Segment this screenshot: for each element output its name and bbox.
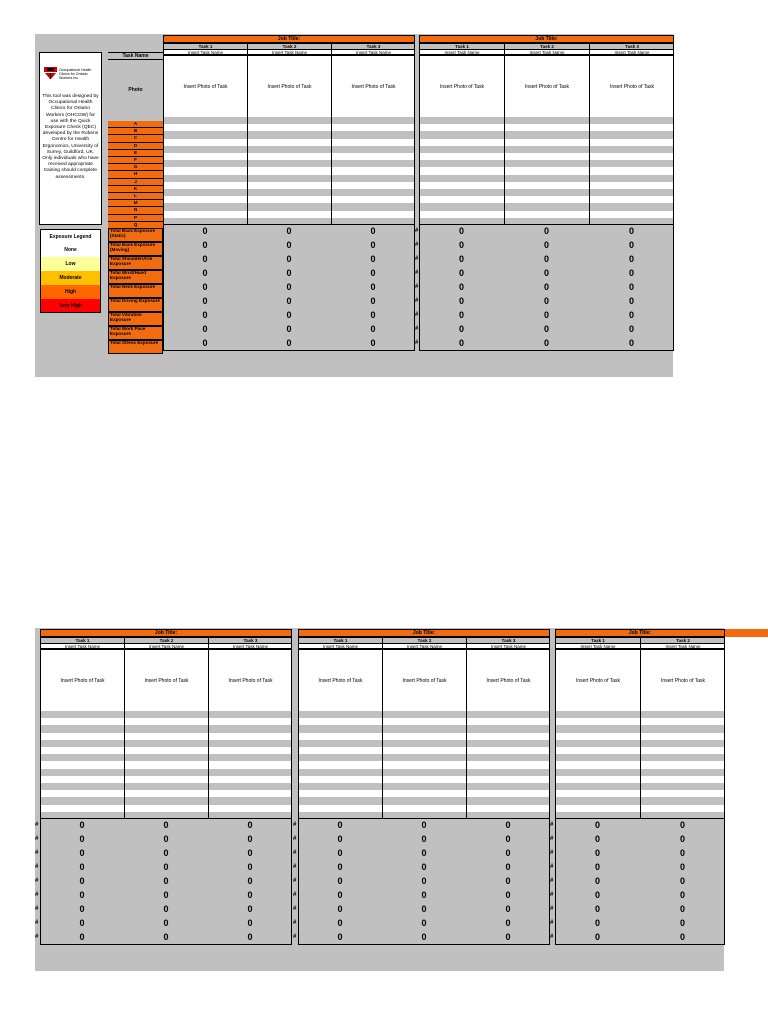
p2-block1-total-value: 0 bbox=[163, 904, 169, 914]
exposure-label: Total Work Pace Exposure bbox=[108, 326, 163, 340]
p1-block1-task-label: Task 3 bbox=[331, 43, 415, 49]
p2-block1-total-value: 0 bbox=[79, 876, 85, 886]
question-letter-f: F bbox=[108, 157, 163, 164]
p1-block1-total-value: 0 bbox=[202, 282, 208, 292]
p1-block1-task-name-field[interactable]: Insert Task Name bbox=[163, 49, 247, 55]
p1-block2-overflow-marker: # bbox=[415, 242, 419, 248]
exposure-label: Total Neck Exposure bbox=[108, 284, 163, 298]
p2-block3-task-name-field[interactable]: Insert Task Name bbox=[640, 643, 725, 649]
p2-block3-overflow-marker: # bbox=[550, 920, 554, 926]
p1-block1-photo-placeholder[interactable]: Insert Photo of Task bbox=[331, 55, 415, 117]
exposure-label: Total Back Exposure (Static) bbox=[108, 228, 163, 242]
question-letter-k: K bbox=[108, 186, 163, 193]
p2-block2-task-label: Task 1 bbox=[298, 637, 382, 643]
exposure-label: Total Back Exposure (Moving) bbox=[108, 242, 163, 256]
p2-block2-total-value: 0 bbox=[421, 820, 427, 830]
p2-block2-total-value: 0 bbox=[505, 848, 511, 858]
question-letter-c: C bbox=[108, 135, 163, 142]
p2-block2-overflow-marker: # bbox=[293, 906, 297, 912]
p2-block2-total-value: 0 bbox=[505, 862, 511, 872]
p2-block2-overflow-marker: # bbox=[293, 864, 297, 870]
p2-block1-total-value: 0 bbox=[163, 932, 169, 942]
p2-block1-total-value: 0 bbox=[163, 918, 169, 928]
p2-block2-total-value: 0 bbox=[337, 820, 343, 830]
p1-block2-photo-placeholder[interactable]: Insert Photo of Task bbox=[504, 55, 589, 117]
question-letter-p: P bbox=[108, 215, 163, 222]
p1-block2-overflow-marker: # bbox=[415, 270, 419, 276]
p2-block2-overflow-marker: # bbox=[293, 878, 297, 884]
p2-block1-total-value: 0 bbox=[247, 834, 253, 844]
p1-block2-total-value: 0 bbox=[628, 226, 634, 236]
p1-block2-total-value: 0 bbox=[458, 324, 464, 334]
p1-block2-overflow-marker: # bbox=[415, 256, 419, 262]
p1-block2-total-value: 0 bbox=[543, 254, 549, 264]
p1-block1-photo-placeholder[interactable]: Insert Photo of Task bbox=[247, 55, 331, 117]
p2-block1-total-value: 0 bbox=[247, 848, 253, 858]
p1-block1-total-value: 0 bbox=[202, 310, 208, 320]
p1-block1-total-value: 0 bbox=[370, 240, 376, 250]
p2-block1-totals-frame bbox=[40, 818, 292, 945]
p1-block2-total-value: 0 bbox=[543, 240, 549, 250]
p2-block1-task-name-field[interactable]: Insert Task Name bbox=[40, 643, 124, 649]
p2-block2-total-value: 0 bbox=[505, 932, 511, 942]
p1-block1-total-value: 0 bbox=[370, 338, 376, 348]
p1-block2-task-label: Task 3 bbox=[589, 43, 674, 49]
question-letter-h: H bbox=[108, 171, 163, 178]
p1-block1-task-label: Task 1 bbox=[163, 43, 247, 49]
p2-block2-question-frame bbox=[298, 637, 550, 819]
p2-block2-task-name-field[interactable]: Insert Task Name bbox=[382, 643, 466, 649]
info-text: This tool was designed by Occupational Health Clinics for Ontario Workers (OHCOW) for use with the Quick Exposure Check (QEC) developed by the Robens Centre for Health Ergonomics, University of Surrey, Guildford, UK. Only individuals who have received appropriate training should complete assessments. bbox=[42, 94, 99, 180]
p2-block1-total-value: 0 bbox=[163, 876, 169, 886]
question-letter-j: J bbox=[108, 179, 163, 186]
exposure-label: Total Vibration Exposure bbox=[108, 312, 163, 326]
p2-block1-total-value: 0 bbox=[163, 834, 169, 844]
p2-block1-total-value: 0 bbox=[163, 890, 169, 900]
p1-block2-overflow-marker: # bbox=[415, 228, 419, 234]
p2-block3-overflow-marker: # bbox=[550, 878, 554, 884]
legend-very-high: Very High bbox=[40, 299, 101, 313]
p2-block1-photo-placeholder[interactable]: Insert Photo of Task bbox=[40, 649, 124, 711]
p2-block3-total-value: 0 bbox=[679, 918, 685, 928]
info-panel bbox=[39, 52, 102, 225]
p1-block2-overflow-marker: # bbox=[415, 312, 419, 318]
p1-block1-total-value: 0 bbox=[202, 324, 208, 334]
exposure-label: Total Shoulder/Arm Exposure bbox=[108, 256, 163, 270]
p2-block3-overflow-marker: # bbox=[550, 934, 554, 940]
p2-block3-total-value: 0 bbox=[594, 904, 600, 914]
p1-block2-total-value: 0 bbox=[543, 324, 549, 334]
p2-block3-total-value: 0 bbox=[594, 890, 600, 900]
p2-block2-task-label: Task 3 bbox=[466, 637, 550, 643]
p2-block1-task-label: Task 1 bbox=[40, 637, 124, 643]
p2-block1-total-value: 0 bbox=[79, 918, 85, 928]
p1-block1-job-title: Job Title: bbox=[163, 35, 415, 43]
p2-block2-total-value: 0 bbox=[421, 932, 427, 942]
p1-block1-totals-frame bbox=[163, 224, 415, 351]
p1-block2-question-frame bbox=[419, 43, 674, 225]
p2-block3-total-value: 0 bbox=[594, 834, 600, 844]
p1-block2-total-value: 0 bbox=[543, 338, 549, 348]
p2-block3-overflow-marker: # bbox=[550, 906, 554, 912]
p2-block2-photo-placeholder[interactable]: Insert Photo of Task bbox=[466, 649, 550, 711]
p2-block2-totals-frame bbox=[298, 818, 550, 945]
p1-block2-total-value: 0 bbox=[543, 268, 549, 278]
p2-block1-total-value: 0 bbox=[163, 862, 169, 872]
question-letter-a: A bbox=[108, 121, 163, 128]
p2-block2-photo-placeholder[interactable]: Insert Photo of Task bbox=[298, 649, 382, 711]
p2-block1-photo-placeholder[interactable]: Insert Photo of Task bbox=[124, 649, 208, 711]
p1-block2-totals-frame bbox=[419, 224, 674, 351]
p1-block1-total-value: 0 bbox=[286, 226, 292, 236]
p2-block1-total-value: 0 bbox=[247, 904, 253, 914]
p2-block1-total-value: 0 bbox=[79, 904, 85, 914]
p2-block1-task-name-field[interactable]: Insert Task Name bbox=[124, 643, 208, 649]
p1-block2-total-value: 0 bbox=[458, 338, 464, 348]
p2-block1-total-value: 0 bbox=[79, 834, 85, 844]
p2-block3-photo-placeholder[interactable]: Insert Photo of Task bbox=[555, 649, 640, 711]
p2-block3-total-value: 0 bbox=[594, 862, 600, 872]
p2-block3-totals-frame bbox=[555, 818, 725, 945]
p1-block2-total-value: 0 bbox=[628, 268, 634, 278]
p1-block1-total-value: 0 bbox=[286, 240, 292, 250]
p2-block1-overflow-marker: # bbox=[35, 850, 39, 856]
photo-header: Photo bbox=[108, 59, 163, 119]
p2-block3-total-value: 0 bbox=[594, 848, 600, 858]
p2-block3-total-value: 0 bbox=[594, 932, 600, 942]
p2-block2-total-value: 0 bbox=[505, 904, 511, 914]
p1-block1-question-frame bbox=[163, 43, 415, 225]
p2-block1-total-value: 0 bbox=[247, 932, 253, 942]
p1-block2-task-label: Task 1 bbox=[419, 43, 504, 49]
p2-block2-task-name-field[interactable]: Insert Task Name bbox=[466, 643, 550, 649]
p2-block2-total-value: 0 bbox=[505, 834, 511, 844]
exposure-label: Total Wrist/Hand Exposure bbox=[108, 270, 163, 284]
p2-block3-total-value: 0 bbox=[679, 932, 685, 942]
p2-block3-task-name-field[interactable]: Insert Task Name bbox=[555, 643, 640, 649]
p2-block2-total-value: 0 bbox=[421, 918, 427, 928]
p2-block2-total-value: 0 bbox=[421, 876, 427, 886]
p1-block2-total-value: 0 bbox=[628, 282, 634, 292]
p1-block1-total-value: 0 bbox=[286, 268, 292, 278]
p1-block1-total-value: 0 bbox=[370, 324, 376, 334]
p2-block3-total-value: 0 bbox=[679, 848, 685, 858]
p1-block1-task-name-field[interactable]: Insert Task Name bbox=[247, 49, 331, 55]
p2-block1-total-value: 0 bbox=[79, 820, 85, 830]
p1-block1-total-value: 0 bbox=[202, 268, 208, 278]
p2-block3-task-label: Task 1 bbox=[555, 637, 640, 643]
p1-block2-total-value: 0 bbox=[543, 296, 549, 306]
p2-block2-total-value: 0 bbox=[421, 848, 427, 858]
p2-block3-overflow-marker: # bbox=[550, 892, 554, 898]
p1-block2-total-value: 0 bbox=[628, 338, 634, 348]
ohcow-logo-icon bbox=[44, 67, 57, 80]
p1-block2-total-value: 0 bbox=[458, 282, 464, 292]
p1-block1-total-value: 0 bbox=[370, 296, 376, 306]
p2-block1-overflow-marker: # bbox=[35, 836, 39, 842]
p1-block1-total-value: 0 bbox=[370, 310, 376, 320]
p2-block2-total-value: 0 bbox=[505, 876, 511, 886]
question-letter-g: G bbox=[108, 164, 163, 171]
p1-block1-total-value: 0 bbox=[202, 226, 208, 236]
p2-block2-task-label: Task 2 bbox=[382, 637, 466, 643]
p2-block3-overflow-marker: # bbox=[550, 850, 554, 856]
p2-block1-overflow-marker: # bbox=[35, 864, 39, 870]
p2-block1-total-value: 0 bbox=[79, 848, 85, 858]
p1-block2-photo-placeholder[interactable]: Insert Photo of Task bbox=[419, 55, 504, 117]
logo-text: Occupational Health Clinics for Ontario Workers Inc. bbox=[59, 68, 92, 80]
p2-block3-task-label: Task 2 bbox=[640, 637, 725, 643]
question-letter-b: B bbox=[108, 128, 163, 135]
p2-block1-job-title: Job Title: bbox=[40, 629, 292, 637]
p2-block1-total-value: 0 bbox=[247, 820, 253, 830]
p1-block1-total-value: 0 bbox=[286, 254, 292, 264]
p1-block2-overflow-marker: # bbox=[415, 298, 419, 304]
p2-block1-overflow-marker: # bbox=[35, 878, 39, 884]
p2-block2-total-value: 0 bbox=[337, 932, 343, 942]
legend-none: None bbox=[40, 243, 101, 257]
p2-block2-total-value: 0 bbox=[505, 890, 511, 900]
p2-block1-overflow-marker: # bbox=[35, 892, 39, 898]
p2-block2-total-value: 0 bbox=[337, 848, 343, 858]
p2-block1-total-value: 0 bbox=[247, 876, 253, 886]
p2-block2-total-value: 0 bbox=[505, 918, 511, 928]
p2-block2-task-name-field[interactable]: Insert Task Name bbox=[298, 643, 382, 649]
p2-block2-overflow-marker: # bbox=[293, 920, 297, 926]
p2-block1-photo-placeholder[interactable]: Insert Photo of Task bbox=[208, 649, 292, 711]
p2-block3-overflow-marker: # bbox=[550, 836, 554, 842]
question-letter-e: E bbox=[108, 150, 163, 157]
p2-block2-total-value: 0 bbox=[337, 834, 343, 844]
task-name-header: Task Name bbox=[108, 52, 163, 59]
legend-low: Low bbox=[40, 257, 101, 271]
p1-block2-overflow-marker: # bbox=[415, 340, 419, 346]
p1-block2-total-value: 0 bbox=[458, 310, 464, 320]
p1-block2-task-label: Task 2 bbox=[504, 43, 589, 49]
p2-block3-total-value: 0 bbox=[679, 904, 685, 914]
p2-block2-overflow-marker: # bbox=[293, 850, 297, 856]
p2-block2-overflow-marker: # bbox=[293, 892, 297, 898]
p1-block2-total-value: 0 bbox=[458, 296, 464, 306]
p1-block2-total-value: 0 bbox=[458, 268, 464, 278]
p1-block1-total-value: 0 bbox=[286, 338, 292, 348]
p2-block2-job-title: Job Title: bbox=[298, 629, 550, 637]
p1-block1-task-label: Task 2 bbox=[247, 43, 331, 49]
p2-block1-total-value: 0 bbox=[163, 820, 169, 830]
p2-block2-total-value: 0 bbox=[337, 918, 343, 928]
p1-block2-overflow-marker: # bbox=[415, 326, 419, 332]
question-letter-d: D bbox=[108, 143, 163, 150]
overflow-header-strip bbox=[724, 629, 768, 637]
p2-block2-total-value: 0 bbox=[421, 890, 427, 900]
p2-block1-task-name-field[interactable]: Insert Task Name bbox=[208, 643, 292, 649]
p1-block2-task-name-field[interactable]: Insert Task Name bbox=[589, 49, 674, 55]
p1-block1-total-value: 0 bbox=[286, 310, 292, 320]
p1-block1-total-value: 0 bbox=[370, 226, 376, 236]
p2-block2-total-value: 0 bbox=[337, 876, 343, 886]
p2-block2-total-value: 0 bbox=[505, 820, 511, 830]
p1-block2-task-name-field[interactable]: Insert Task Name bbox=[419, 49, 504, 55]
p2-block2-overflow-marker: # bbox=[293, 822, 297, 828]
p1-block2-total-value: 0 bbox=[543, 282, 549, 292]
p1-block1-total-value: 0 bbox=[286, 296, 292, 306]
p2-block3-question-frame bbox=[555, 637, 725, 819]
p2-block2-total-value: 0 bbox=[337, 904, 343, 914]
p2-block2-overflow-marker: # bbox=[293, 836, 297, 842]
p1-block2-task-name-field[interactable]: Insert Task Name bbox=[504, 49, 589, 55]
p2-block1-overflow-marker: # bbox=[35, 934, 39, 940]
p1-block1-total-value: 0 bbox=[286, 282, 292, 292]
p2-block1-total-value: 0 bbox=[79, 932, 85, 942]
p2-block1-total-value: 0 bbox=[247, 918, 253, 928]
p1-block1-total-value: 0 bbox=[286, 324, 292, 334]
p1-block1-photo-placeholder[interactable]: Insert Photo of Task bbox=[163, 55, 247, 117]
p1-block1-total-value: 0 bbox=[202, 254, 208, 264]
p1-block1-total-value: 0 bbox=[202, 338, 208, 348]
p1-block1-total-value: 0 bbox=[370, 254, 376, 264]
p1-block2-total-value: 0 bbox=[543, 226, 549, 236]
legend-moderate: Moderate bbox=[40, 271, 101, 285]
p1-block2-total-value: 0 bbox=[628, 240, 634, 250]
p1-block2-total-value: 0 bbox=[458, 254, 464, 264]
p2-block3-total-value: 0 bbox=[594, 876, 600, 886]
p1-block1-total-value: 0 bbox=[202, 296, 208, 306]
p2-block1-overflow-marker: # bbox=[35, 906, 39, 912]
p2-block1-total-value: 0 bbox=[79, 890, 85, 900]
question-letter-n: N bbox=[108, 207, 163, 214]
p2-block3-total-value: 0 bbox=[679, 890, 685, 900]
p2-block2-total-value: 0 bbox=[421, 862, 427, 872]
p1-block1-total-value: 0 bbox=[370, 268, 376, 278]
p2-block2-overflow-marker: # bbox=[293, 934, 297, 940]
p1-block2-photo-placeholder[interactable]: Insert Photo of Task bbox=[589, 55, 674, 117]
exposure-label: Total Stress Exposure bbox=[108, 340, 163, 354]
exposure-label: Total Driving Exposure bbox=[108, 298, 163, 312]
p2-block1-total-value: 0 bbox=[79, 862, 85, 872]
p2-block2-photo-placeholder[interactable]: Insert Photo of Task bbox=[382, 649, 466, 711]
p2-block1-task-label: Task 3 bbox=[208, 637, 292, 643]
question-letter-l: L bbox=[108, 193, 163, 200]
p1-block1-task-name-field[interactable]: Insert Task Name bbox=[331, 49, 415, 55]
p2-block3-total-value: 0 bbox=[679, 820, 685, 830]
p1-block1-total-value: 0 bbox=[202, 240, 208, 250]
p2-block1-total-value: 0 bbox=[163, 848, 169, 858]
p1-block2-job-title: Job Title: bbox=[419, 35, 674, 43]
p1-block2-overflow-marker: # bbox=[415, 284, 419, 290]
legend-title: Exposure Legend bbox=[40, 229, 101, 243]
p2-block3-overflow-marker: # bbox=[550, 822, 554, 828]
p2-block2-total-value: 0 bbox=[337, 862, 343, 872]
legend-high: High bbox=[40, 285, 101, 299]
p1-block1-total-value: 0 bbox=[370, 282, 376, 292]
p2-block3-total-value: 0 bbox=[679, 834, 685, 844]
p2-block3-total-value: 0 bbox=[594, 918, 600, 928]
p2-block2-total-value: 0 bbox=[421, 904, 427, 914]
p1-block2-total-value: 0 bbox=[543, 310, 549, 320]
p1-block2-total-value: 0 bbox=[628, 296, 634, 306]
p2-block3-job-title: Job Title: bbox=[555, 629, 725, 637]
p2-block1-question-frame bbox=[40, 637, 292, 819]
p2-block3-total-value: 0 bbox=[679, 862, 685, 872]
p2-block3-total-value: 0 bbox=[679, 876, 685, 886]
question-letter-q: Q bbox=[108, 222, 163, 229]
p2-block1-overflow-marker: # bbox=[35, 920, 39, 926]
p1-block2-total-value: 0 bbox=[628, 324, 634, 334]
p2-block3-total-value: 0 bbox=[594, 820, 600, 830]
p2-block1-total-value: 0 bbox=[247, 890, 253, 900]
p2-block2-total-value: 0 bbox=[421, 834, 427, 844]
p2-block2-total-value: 0 bbox=[337, 890, 343, 900]
p1-block2-total-value: 0 bbox=[458, 226, 464, 236]
question-letter-m: M bbox=[108, 200, 163, 207]
p2-block1-overflow-marker: # bbox=[35, 822, 39, 828]
p2-block1-task-label: Task 2 bbox=[124, 637, 208, 643]
p1-block2-total-value: 0 bbox=[458, 240, 464, 250]
p2-block3-photo-placeholder[interactable]: Insert Photo of Task bbox=[640, 649, 725, 711]
p1-block2-total-value: 0 bbox=[628, 254, 634, 264]
p2-block1-total-value: 0 bbox=[247, 862, 253, 872]
p1-block2-total-value: 0 bbox=[628, 310, 634, 320]
p2-block3-overflow-marker: # bbox=[550, 864, 554, 870]
